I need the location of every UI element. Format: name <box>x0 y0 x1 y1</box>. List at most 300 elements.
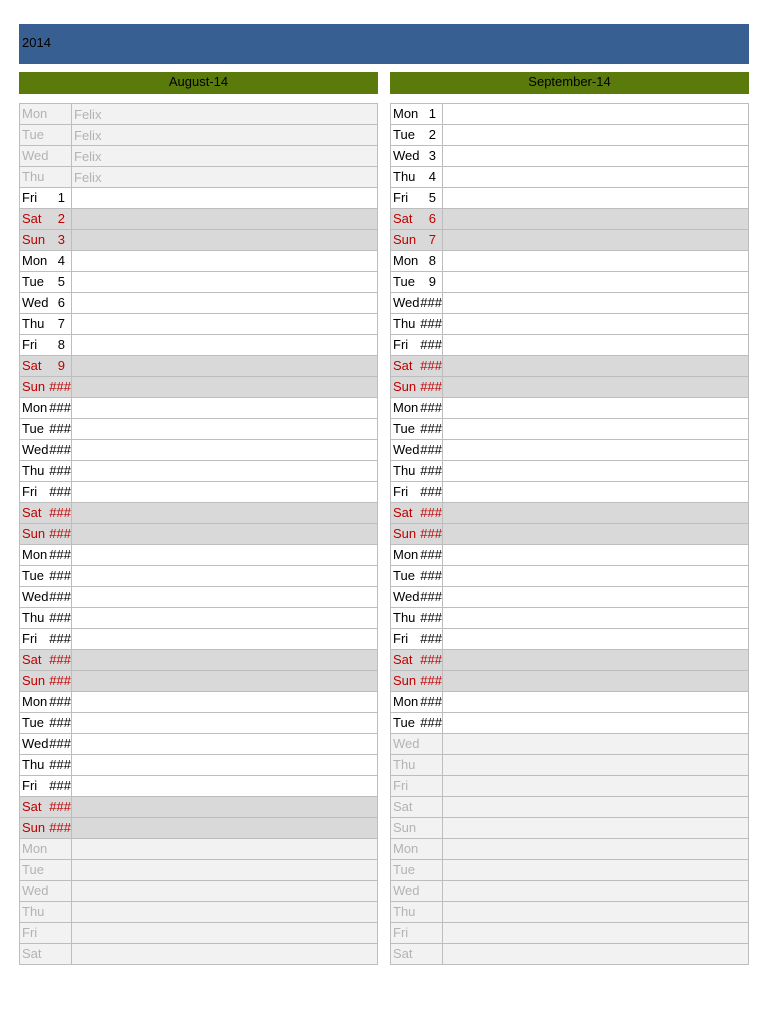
day-name: Tue <box>22 862 44 877</box>
calendar-row <box>391 251 749 272</box>
day-cell[interactable] <box>391 650 443 671</box>
note-cell[interactable] <box>443 608 749 629</box>
day-cell[interactable] <box>20 797 72 818</box>
day-cell[interactable] <box>391 839 443 860</box>
note-cell[interactable] <box>443 860 749 881</box>
day-name: Thu <box>22 169 45 184</box>
calendar-row <box>20 755 378 776</box>
note-cell[interactable] <box>443 734 749 755</box>
day-cell[interactable] <box>20 356 72 377</box>
day-name: Fri <box>22 925 38 940</box>
note-cell[interactable] <box>443 650 749 671</box>
calendar-row <box>391 461 749 482</box>
day-name: Tue <box>22 568 44 583</box>
day-cell[interactable] <box>391 902 443 923</box>
day-number: ### <box>420 589 442 604</box>
calendar-row <box>20 587 378 608</box>
note-cell[interactable] <box>443 629 749 650</box>
day-name: Sun <box>393 820 417 835</box>
day-name: Thu <box>22 463 45 478</box>
calendar-row <box>20 356 378 377</box>
day-name: Sat <box>393 652 413 667</box>
calendar-row <box>20 167 378 188</box>
note-cell[interactable] <box>443 419 749 440</box>
day-name: Mon <box>393 694 419 709</box>
note-cell[interactable] <box>72 377 378 398</box>
calendar-row <box>20 188 378 209</box>
calendar-row <box>391 713 749 734</box>
note-cell[interactable] <box>443 272 749 293</box>
day-cell[interactable] <box>391 188 443 209</box>
note-cell[interactable] <box>72 545 378 566</box>
day-cell[interactable] <box>391 314 443 335</box>
note-cell[interactable] <box>443 209 749 230</box>
day-number: ### <box>420 442 442 457</box>
day-name: Sat <box>22 505 42 520</box>
day-cell[interactable] <box>20 188 72 209</box>
note-cell[interactable] <box>72 209 378 230</box>
note-cell[interactable] <box>443 776 749 797</box>
day-name: Tue <box>393 421 415 436</box>
day-cell[interactable] <box>20 608 72 629</box>
day-cell[interactable] <box>20 587 72 608</box>
day-cell[interactable] <box>391 293 443 314</box>
day-cell[interactable] <box>391 566 443 587</box>
note-cell[interactable] <box>72 944 378 965</box>
note-cell[interactable]: Felix <box>72 104 378 125</box>
day-cell[interactable] <box>391 272 443 293</box>
calendar-row <box>20 524 378 545</box>
day-number: ### <box>420 610 442 625</box>
day-number: ### <box>420 568 442 583</box>
day-cell[interactable] <box>391 461 443 482</box>
note-cell[interactable] <box>443 335 749 356</box>
day-name: Thu <box>393 904 416 919</box>
day-name: Fri <box>22 337 38 352</box>
note-cell[interactable] <box>443 902 749 923</box>
day-name: Sun <box>22 673 46 688</box>
day-number: ### <box>420 673 442 688</box>
day-cell[interactable] <box>20 776 72 797</box>
day-cell[interactable] <box>20 818 72 839</box>
day-number: ### <box>49 799 71 814</box>
note-cell[interactable] <box>72 440 378 461</box>
day-cell[interactable] <box>20 755 72 776</box>
day-cell[interactable] <box>20 314 72 335</box>
day-cell[interactable] <box>20 398 72 419</box>
note-cell[interactable] <box>72 818 378 839</box>
day-cell[interactable] <box>20 377 72 398</box>
note-cell[interactable] <box>443 524 749 545</box>
note-cell[interactable] <box>443 125 749 146</box>
calendar-row <box>20 713 378 734</box>
day-cell[interactable] <box>391 608 443 629</box>
day-cell[interactable] <box>391 146 443 167</box>
day-cell[interactable] <box>20 629 72 650</box>
day-cell[interactable] <box>20 881 72 902</box>
day-cell[interactable] <box>20 482 72 503</box>
day-number: 5 <box>428 190 436 205</box>
calendar-row <box>391 608 749 629</box>
day-cell[interactable] <box>20 944 72 965</box>
day-cell[interactable] <box>20 545 72 566</box>
calendar-row <box>391 293 749 314</box>
day-name: Sat <box>393 211 413 226</box>
day-number: ### <box>49 463 71 478</box>
note-cell[interactable] <box>443 230 749 251</box>
day-number: ### <box>420 379 442 394</box>
calendar-row <box>20 314 378 335</box>
note-cell[interactable] <box>72 587 378 608</box>
day-cell[interactable] <box>391 377 443 398</box>
calendar-row <box>20 440 378 461</box>
note-cell[interactable]: Felix <box>72 146 378 167</box>
day-number: ### <box>49 715 71 730</box>
day-cell[interactable] <box>391 944 443 965</box>
note-cell[interactable] <box>72 881 378 902</box>
calendar-row <box>391 440 749 461</box>
note-cell[interactable] <box>72 923 378 944</box>
note-cell[interactable] <box>443 503 749 524</box>
day-cell[interactable] <box>391 629 443 650</box>
calendar-row <box>20 860 378 881</box>
calendar-row <box>20 797 378 818</box>
day-number: ### <box>49 484 71 499</box>
calendar-row <box>20 566 378 587</box>
note-cell[interactable] <box>443 818 749 839</box>
day-number: 6 <box>57 295 65 310</box>
note-cell[interactable] <box>72 797 378 818</box>
day-number: 3 <box>57 232 65 247</box>
day-cell[interactable] <box>20 692 72 713</box>
note-cell[interactable] <box>72 251 378 272</box>
day-cell[interactable] <box>20 209 72 230</box>
day-name: Sat <box>393 799 413 814</box>
calendar-row <box>20 146 378 167</box>
calendar-row <box>391 839 749 860</box>
day-number: 9 <box>57 358 65 373</box>
note-cell[interactable] <box>443 146 749 167</box>
calendar-row <box>391 230 749 251</box>
day-name: Sat <box>22 358 42 373</box>
day-cell[interactable] <box>391 251 443 272</box>
day-cell[interactable] <box>20 524 72 545</box>
day-cell[interactable] <box>391 545 443 566</box>
day-name: Sun <box>393 379 417 394</box>
day-number: 8 <box>57 337 65 352</box>
day-cell[interactable] <box>391 230 443 251</box>
calendar-row <box>20 461 378 482</box>
calendar-row <box>391 377 749 398</box>
note-cell[interactable] <box>443 104 749 125</box>
note-cell[interactable] <box>443 167 749 188</box>
day-number: 8 <box>428 253 436 268</box>
calendar-row <box>20 881 378 902</box>
note-cell[interactable] <box>72 776 378 797</box>
calendar-row <box>391 755 749 776</box>
day-number: ### <box>420 526 442 541</box>
calendar-row <box>391 881 749 902</box>
day-cell[interactable] <box>20 125 72 146</box>
day-number: ### <box>49 820 71 835</box>
note-cell[interactable] <box>72 650 378 671</box>
day-number: ### <box>49 694 71 709</box>
note-cell[interactable] <box>443 251 749 272</box>
calendar-row <box>20 923 378 944</box>
day-cell[interactable] <box>20 566 72 587</box>
note-cell[interactable] <box>72 272 378 293</box>
calendar-row <box>20 503 378 524</box>
day-cell[interactable] <box>20 734 72 755</box>
note-cell[interactable] <box>72 314 378 335</box>
day-number: ### <box>49 547 71 562</box>
note-cell[interactable] <box>72 629 378 650</box>
day-name: Sun <box>22 820 46 835</box>
day-cell[interactable] <box>391 692 443 713</box>
note-cell[interactable] <box>443 713 749 734</box>
day-cell[interactable] <box>391 398 443 419</box>
note-cell[interactable] <box>443 188 749 209</box>
calendar-row <box>20 839 378 860</box>
calendar-row <box>20 251 378 272</box>
day-cell[interactable] <box>391 209 443 230</box>
day-name: Tue <box>22 421 44 436</box>
day-name: Tue <box>393 715 415 730</box>
calendar-row <box>391 650 749 671</box>
note-cell[interactable] <box>72 335 378 356</box>
day-name: Fri <box>22 631 38 646</box>
note-cell[interactable] <box>443 482 749 503</box>
day-cell[interactable] <box>20 440 72 461</box>
day-name: Wed <box>22 295 49 310</box>
calendar-row <box>391 146 749 167</box>
day-number: ### <box>420 295 442 310</box>
note-cell[interactable] <box>443 293 749 314</box>
day-cell[interactable] <box>391 335 443 356</box>
day-name: Sat <box>393 358 413 373</box>
note-cell[interactable] <box>443 797 749 818</box>
note-cell[interactable] <box>443 545 749 566</box>
day-name: Wed <box>393 736 420 751</box>
note-cell[interactable] <box>443 398 749 419</box>
day-name: Tue <box>393 127 415 142</box>
day-number: 6 <box>428 211 436 226</box>
day-number: ### <box>49 526 71 541</box>
day-cell[interactable] <box>20 503 72 524</box>
note-cell[interactable] <box>72 608 378 629</box>
note-cell[interactable] <box>443 314 749 335</box>
calendar-row <box>20 608 378 629</box>
day-number: ### <box>49 736 71 751</box>
note-cell[interactable] <box>443 377 749 398</box>
note-cell[interactable] <box>72 755 378 776</box>
calendar-row <box>20 818 378 839</box>
day-number: ### <box>420 358 442 373</box>
note-cell[interactable] <box>443 440 749 461</box>
day-number: ### <box>420 316 442 331</box>
day-cell[interactable] <box>391 776 443 797</box>
day-cell[interactable] <box>391 797 443 818</box>
note-cell[interactable] <box>72 692 378 713</box>
note-cell[interactable] <box>72 398 378 419</box>
day-name: Fri <box>393 484 409 499</box>
day-name: Wed <box>22 736 49 751</box>
day-name: Sun <box>22 379 46 394</box>
day-number: ### <box>49 610 71 625</box>
note-cell[interactable] <box>72 419 378 440</box>
day-number: ### <box>420 652 442 667</box>
day-cell[interactable] <box>391 923 443 944</box>
note-cell[interactable] <box>72 293 378 314</box>
calendar-row <box>20 482 378 503</box>
note-cell[interactable] <box>443 692 749 713</box>
day-cell[interactable] <box>391 587 443 608</box>
day-name: Mon <box>22 694 48 709</box>
day-cell[interactable] <box>391 524 443 545</box>
day-number: ### <box>420 547 442 562</box>
day-cell[interactable] <box>20 167 72 188</box>
day-name: Sun <box>22 232 46 247</box>
day-number: ### <box>49 631 71 646</box>
note-cell[interactable] <box>72 482 378 503</box>
day-cell[interactable] <box>20 419 72 440</box>
calendar-row <box>391 944 749 965</box>
day-cell[interactable] <box>20 104 72 125</box>
day-name: Sun <box>393 526 417 541</box>
note-cell[interactable] <box>72 356 378 377</box>
note-cell[interactable] <box>443 587 749 608</box>
note-cell[interactable] <box>72 860 378 881</box>
calendar-row <box>20 944 378 965</box>
day-cell[interactable] <box>391 125 443 146</box>
calendar-row <box>391 902 749 923</box>
day-name: Sat <box>22 652 42 667</box>
day-cell[interactable] <box>391 482 443 503</box>
day-number: ### <box>420 400 442 415</box>
day-name: Mon <box>393 400 419 415</box>
calendar-row <box>391 314 749 335</box>
day-name: Thu <box>393 757 416 772</box>
note-cell[interactable] <box>443 566 749 587</box>
note-cell[interactable] <box>443 923 749 944</box>
day-cell[interactable] <box>20 713 72 734</box>
day-name: Sat <box>22 799 42 814</box>
note-cell[interactable] <box>443 755 749 776</box>
day-cell[interactable] <box>20 839 72 860</box>
day-cell[interactable] <box>391 860 443 881</box>
calendar-row <box>391 776 749 797</box>
day-cell[interactable] <box>20 902 72 923</box>
day-number: ### <box>49 652 71 667</box>
calendar-row <box>20 776 378 797</box>
day-name: Wed <box>393 883 420 898</box>
day-cell[interactable] <box>20 923 72 944</box>
day-cell[interactable] <box>20 272 72 293</box>
day-cell[interactable] <box>391 356 443 377</box>
note-cell[interactable] <box>443 671 749 692</box>
note-cell[interactable] <box>443 461 749 482</box>
day-cell[interactable] <box>391 881 443 902</box>
calendar-row <box>391 587 749 608</box>
day-name: Tue <box>393 568 415 583</box>
note-cell[interactable] <box>72 524 378 545</box>
day-cell[interactable] <box>391 104 443 125</box>
calendar-row <box>20 398 378 419</box>
day-number: ### <box>420 463 442 478</box>
day-cell[interactable] <box>20 461 72 482</box>
day-cell[interactable] <box>20 251 72 272</box>
day-number: 5 <box>57 274 65 289</box>
note-cell[interactable] <box>72 503 378 524</box>
note-cell[interactable]: Felix <box>72 125 378 146</box>
day-name: Tue <box>22 715 44 730</box>
day-name: Wed <box>393 442 420 457</box>
day-name: Wed <box>393 295 420 310</box>
calendar-row <box>20 671 378 692</box>
note-cell[interactable] <box>72 461 378 482</box>
note-cell[interactable] <box>72 839 378 860</box>
note-cell[interactable] <box>443 356 749 377</box>
note-cell[interactable] <box>72 188 378 209</box>
day-cell[interactable] <box>20 335 72 356</box>
day-name: Fri <box>393 778 409 793</box>
note-cell[interactable] <box>72 566 378 587</box>
day-cell[interactable] <box>20 293 72 314</box>
calendar-table-september <box>390 103 749 965</box>
day-number: 7 <box>57 316 65 331</box>
day-cell[interactable] <box>391 419 443 440</box>
day-cell[interactable] <box>391 167 443 188</box>
day-name: Wed <box>393 148 420 163</box>
calendar-row <box>391 209 749 230</box>
day-cell[interactable] <box>20 146 72 167</box>
note-cell[interactable] <box>72 671 378 692</box>
note-cell[interactable] <box>72 902 378 923</box>
day-name: Fri <box>393 337 409 352</box>
note-cell[interactable] <box>443 839 749 860</box>
day-cell[interactable] <box>20 860 72 881</box>
day-cell[interactable] <box>391 734 443 755</box>
day-cell[interactable] <box>391 755 443 776</box>
calendar-row <box>391 692 749 713</box>
year-title: 2014 <box>22 35 51 50</box>
note-cell[interactable] <box>443 881 749 902</box>
day-cell[interactable] <box>391 818 443 839</box>
note-cell[interactable] <box>443 944 749 965</box>
day-name: Thu <box>22 610 45 625</box>
day-cell[interactable] <box>391 671 443 692</box>
day-cell[interactable] <box>20 650 72 671</box>
calendar-row <box>391 524 749 545</box>
day-name: Fri <box>22 778 38 793</box>
day-number: ### <box>49 589 71 604</box>
day-name: Tue <box>393 274 415 289</box>
note-cell[interactable] <box>72 713 378 734</box>
note-cell[interactable] <box>72 734 378 755</box>
note-cell[interactable]: Felix <box>72 167 378 188</box>
calendar-row <box>391 503 749 524</box>
day-number: ### <box>420 421 442 436</box>
day-number: 9 <box>428 274 436 289</box>
day-cell[interactable] <box>20 230 72 251</box>
day-cell[interactable] <box>391 440 443 461</box>
note-cell[interactable] <box>72 230 378 251</box>
day-name: Sat <box>393 946 413 961</box>
day-cell[interactable] <box>20 671 72 692</box>
month-header-september: September-14 <box>390 72 749 94</box>
day-cell[interactable] <box>391 713 443 734</box>
day-cell[interactable] <box>391 503 443 524</box>
